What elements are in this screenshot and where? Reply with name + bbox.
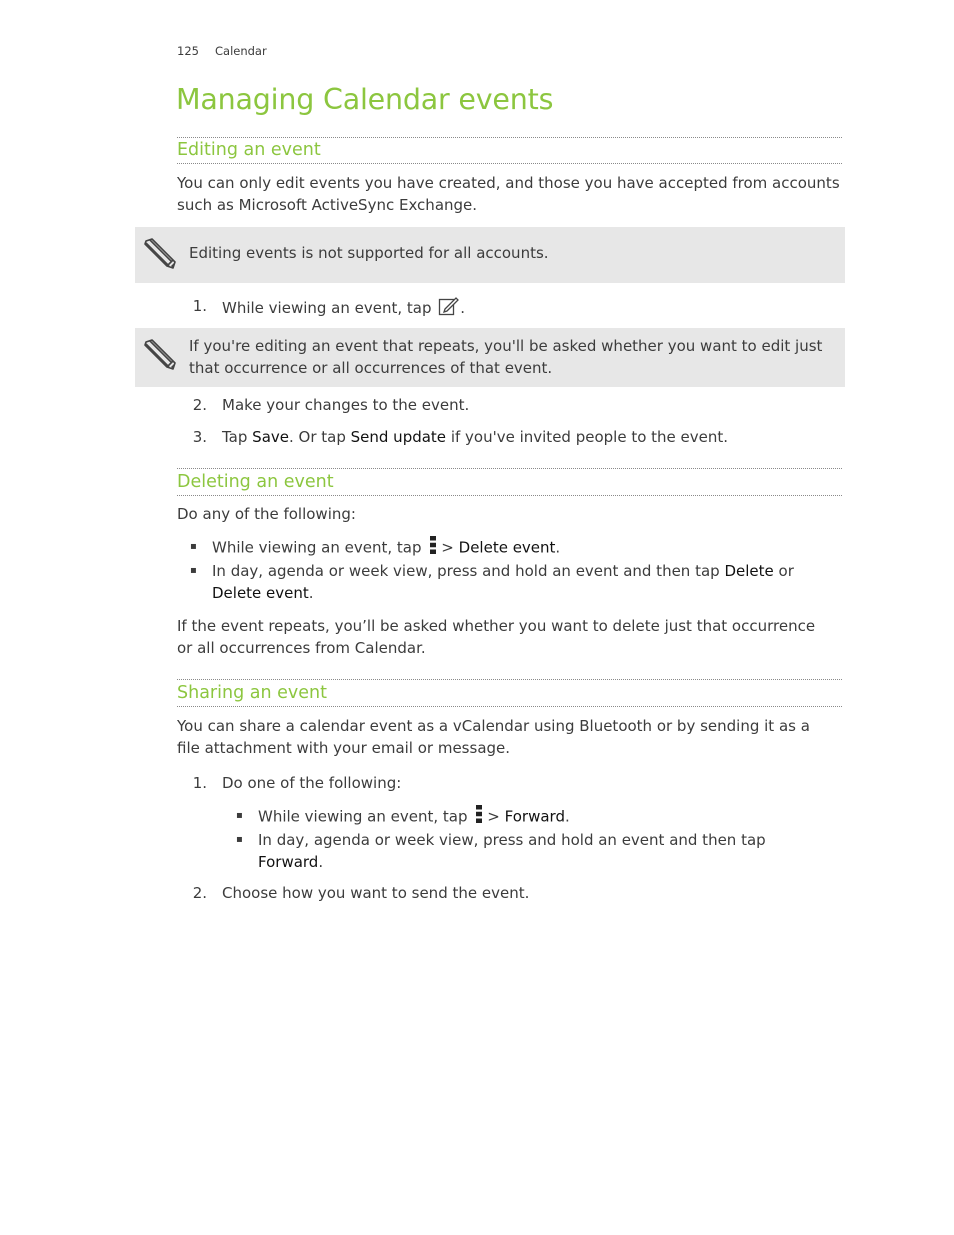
forward-label: Forward xyxy=(258,853,319,871)
delete-event-label: Delete event xyxy=(458,538,556,557)
note-text: Editing events is not supported for all accounts. xyxy=(189,244,549,262)
divider xyxy=(177,163,842,164)
section-heading-editing: Editing an event xyxy=(177,140,321,160)
editing-intro: You can only edit events you have created, and those you have accepted from accounts such as Microsoft ActiveSync Exchange. xyxy=(177,174,840,214)
delete-event-label: Delete event xyxy=(212,584,309,602)
step-text: Make your changes to the event. xyxy=(222,396,470,414)
step-text: if you've invited people to the event. xyxy=(446,428,729,446)
section-heading-sharing: Sharing an event xyxy=(177,683,327,703)
pencil-icon xyxy=(143,337,177,375)
punctuation: . xyxy=(308,584,314,602)
bullet-text: While viewing an event, tap xyxy=(258,807,468,826)
step-number: 1. xyxy=(192,297,207,315)
step-number: 2. xyxy=(192,396,207,414)
punctuation: . xyxy=(555,538,561,557)
step-text: . Or tap xyxy=(289,428,351,446)
note-box xyxy=(135,328,845,387)
divider xyxy=(177,137,842,138)
section-heading-deleting: Deleting an event xyxy=(177,472,334,492)
step-text: Do one of the following: xyxy=(222,774,402,792)
bullet-text: While viewing an event, tap xyxy=(212,538,422,557)
separator: > xyxy=(487,807,500,826)
punctuation: . xyxy=(318,853,324,871)
step-number: 3. xyxy=(192,428,207,446)
separator: > xyxy=(441,538,454,557)
more-vertical-icon xyxy=(430,536,436,560)
divider xyxy=(177,495,842,496)
step-number: 1. xyxy=(192,774,207,792)
square-bullet-icon: ▪ xyxy=(236,834,243,845)
divider xyxy=(177,468,842,469)
page-title: Managing Calendar events xyxy=(176,83,554,116)
note-box xyxy=(135,227,845,283)
send-update-label: Send update xyxy=(350,428,447,446)
square-bullet-icon: ▪ xyxy=(236,810,243,821)
step-text: Tap xyxy=(222,428,253,446)
bullet-text: In day, agenda or week view, press and hold an event and then tap xyxy=(258,831,766,849)
page-number: 125 xyxy=(177,44,199,58)
edit-icon xyxy=(438,295,460,323)
punctuation: . xyxy=(460,299,466,317)
more-vertical-icon xyxy=(476,805,482,829)
step-text: Choose how you want to send the event. xyxy=(222,884,530,902)
divider xyxy=(177,679,842,680)
deleting-paragraph: If the event repeats, you’ll be asked whether you want to delete just that occurrence or all occurrences from Calendar. xyxy=(177,617,816,657)
divider xyxy=(177,706,842,707)
pencil-icon xyxy=(143,236,177,274)
forward-label: Forward xyxy=(504,807,565,826)
page-header xyxy=(177,44,267,58)
square-bullet-icon: ▪ xyxy=(190,565,197,576)
punctuation: . xyxy=(564,807,570,826)
section-name: Calendar xyxy=(215,44,267,58)
step-text: While viewing an event, tap xyxy=(222,299,432,317)
delete-label: Delete xyxy=(724,562,774,580)
step-number: 2. xyxy=(192,884,207,902)
bullet-text: In day, agenda or week view, press and hold an event and then tap xyxy=(212,562,725,580)
bullet-text: or xyxy=(773,562,794,580)
save-label: Save xyxy=(252,428,289,446)
sharing-intro: You can share a calendar event as a vCalendar using Bluetooth or by sending it as a file attachment with your email or message. xyxy=(177,717,810,757)
note-text: If you're editing an event that repeats, you'll be asked whether you want to edit just that occurrence or all occurrences of that event. xyxy=(189,337,823,377)
deleting-intro: Do any of the following: xyxy=(177,505,356,523)
square-bullet-icon: ▪ xyxy=(190,541,197,552)
